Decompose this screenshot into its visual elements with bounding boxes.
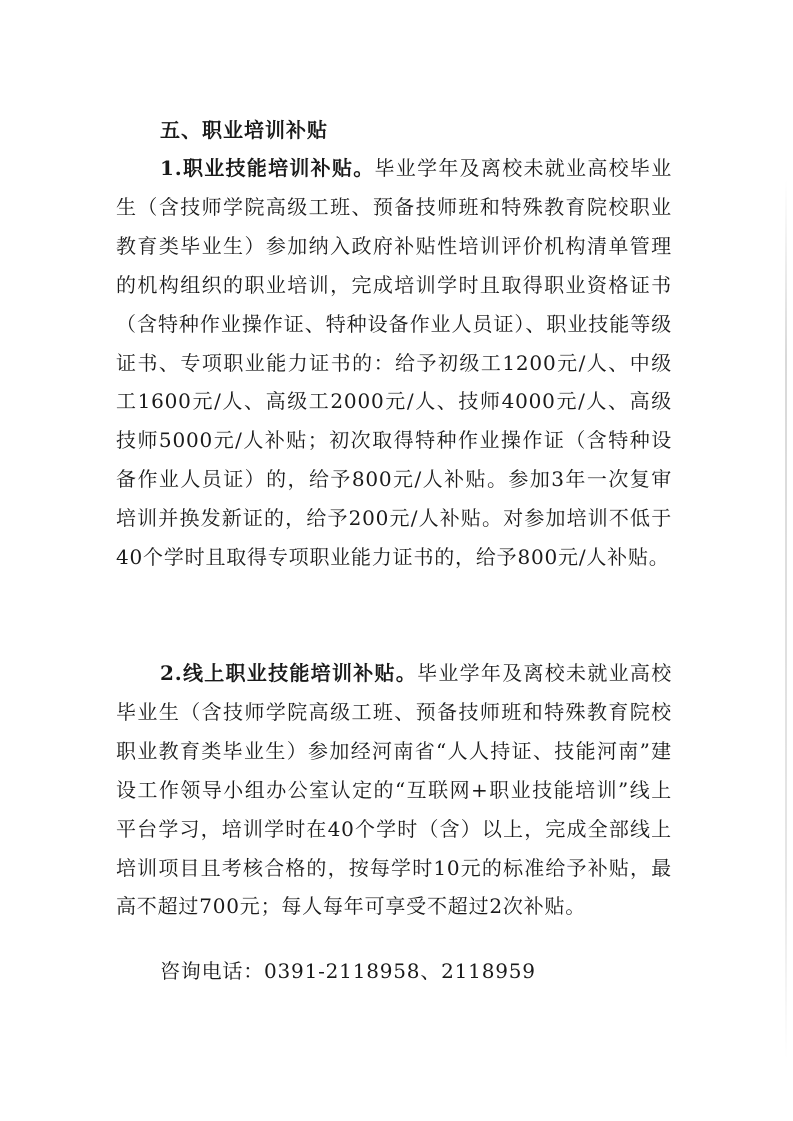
contact-phone: 咨询电话：0391-2118958、2118959 (160, 959, 536, 983)
paragraph-lead-heading: 2.线上职业技能培训补贴。 (160, 661, 418, 685)
paragraph-online-training-subsidy (116, 654, 672, 926)
paragraph-vocational-skills-subsidy (116, 149, 672, 577)
section-title: 五、职业培训补贴 (160, 118, 328, 142)
paragraph-body: 毕业学年及离校未就业高校毕业生（含技师学院高级工班、预备技师班和特殊教育院校职业教育类毕业生）参加纳入政府补贴性培训评价机构清单管理的机构组织的职业培训，完成培训学时且取得职业资格证书（含特种作业操作证、特种设备作业人员证）、职业技能等级证书、专项职业能力证书的：给予初级工1200元/人、中级工1600元/人、高级工2000元/人、技师4000元/人、高级技师5000元/人补贴；初次取得特种作业操作证（含特种设备作业人员证）的，给予800元/人补贴。参加3年一次复审培训并换发新证的，给予200元/人补贴。对参加培训不低于40个学时且取得专项职业能力证书的，给予800元/人补贴。 (116, 156, 672, 570)
paragraph-lead-heading: 1.职业技能培训补贴。 (160, 156, 375, 180)
scan-edge-shadow (785, 180, 787, 1060)
paragraph-body: 毕业学年及离校未就业高校毕业生（含技师学院高级工班、预备技师班和特殊教育院校职业教育类毕业生）参加经河南省“人人持证、技能河南”建设工作领导小组办公室认定的“互联网+职业技能培训”线上平台学习，培训学时在40个学时（含）以上，完成全部线上培训项目且考核合格的，按每学时10元的标准给予补贴，最高不超过700元；每人每年可享受不超过2次补贴。 (116, 661, 672, 919)
